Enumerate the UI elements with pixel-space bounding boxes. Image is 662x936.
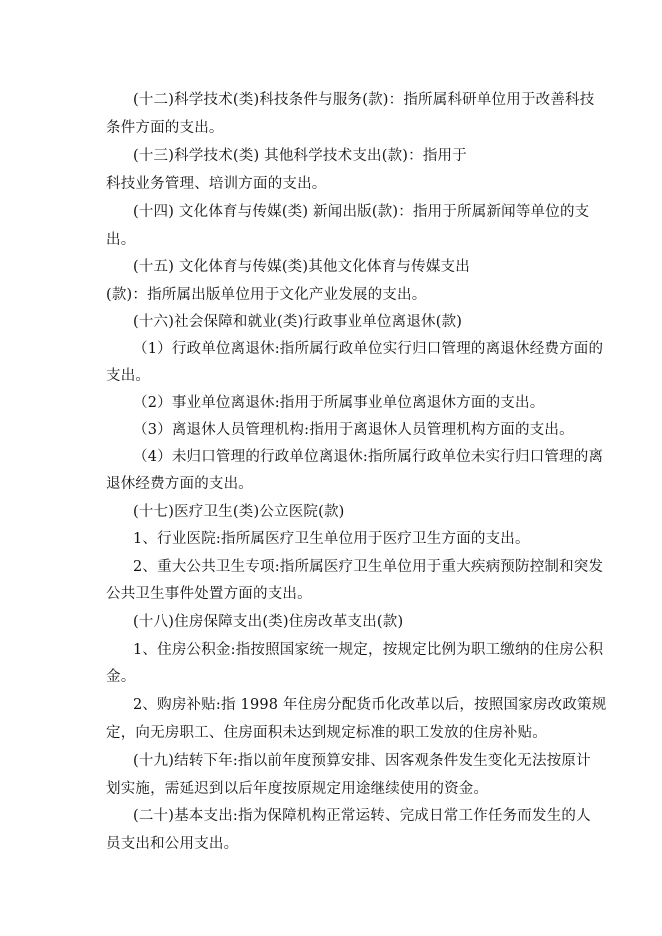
text-line: （4）未归口管理的行政单位离退休:指所属行政单位未实行归口管理的离 [133, 449, 604, 465]
text-line: (十五) 文化体育与传媒(类)其他文化体育与传媒支出 [133, 259, 470, 275]
text-line: （1）行政单位离退休:指所属行政单位实行归口管理的离退休经费方面的 [133, 341, 604, 357]
text-line: (十三)科学技术(类) 其他科学技术支出(款)：指用于 [133, 148, 467, 164]
text-line: 员支出和公用支出。 [106, 836, 239, 852]
text-line: (十六)社会保障和就业(类)行政事业单位离退休(款) [133, 314, 463, 330]
text-line: 定，向无房职工、住房面积未达到规定标准的职工发放的住房补贴。 [106, 725, 547, 741]
text-line: 公共卫生事件处置方面的支出。 [106, 586, 312, 602]
text-line: 2、购房补贴:指 1998 年住房分配货币化改革以后，按照国家房改政策规 [133, 697, 607, 713]
text-line: 1、行业医院:指所属医疗卫生单位用于医疗卫生方面的支出。 [133, 531, 530, 547]
text-line: (二十)基本支出:指为保障机构正常运转、完成日常工作任务而发生的人 [133, 808, 591, 824]
text-line: 支出。 [106, 368, 151, 384]
text-line: 科技业务管理、培训方面的支出。 [106, 176, 327, 192]
text-line: 2、重大公共卫生专项:指所属医疗卫生单位用于重大疾病预防控制和突发 [133, 559, 604, 575]
text-line: 划实施，需延迟到以后年度按原规定用途继续使用的资金。 [106, 781, 489, 797]
text-line: 金。 [106, 669, 136, 685]
text-line: 条件方面的支出。 [106, 120, 224, 136]
text-line: 1、住房公积金:指按照国家统一规定，按规定比例为职工缴纳的住房公积 [133, 642, 604, 658]
text-line: (十八)住房保障支出(类)住房改革支出(款) [133, 614, 404, 630]
text-line: (款)：指所属出版单位用于文化产业发展的支出。 [106, 287, 427, 303]
text-line: (十四) 文化体育与传媒(类) 新闻出版(款)：指用于所属新闻等单位的支 [133, 204, 590, 220]
text-line: (十九)结转下年:指以前年度预算安排、因客观条件发生变化无法按原计 [133, 753, 591, 769]
text-line: （3）离退休人员管理机构:指用于离退休人员管理机构方面的支出。 [133, 422, 574, 438]
text-line: (十二)科学技术(类)科技条件与服务(款)：指所属科研单位用于改善科技 [133, 92, 595, 108]
text-line: 出。 [106, 232, 136, 248]
text-line: 退休经费方面的支出。 [106, 476, 253, 492]
text-line: （2）事业单位离退休:指用于所属事业单位离退休方面的支出。 [133, 395, 545, 411]
text-line: (十七)医疗卫生(类)公立医院(款) [133, 504, 345, 520]
